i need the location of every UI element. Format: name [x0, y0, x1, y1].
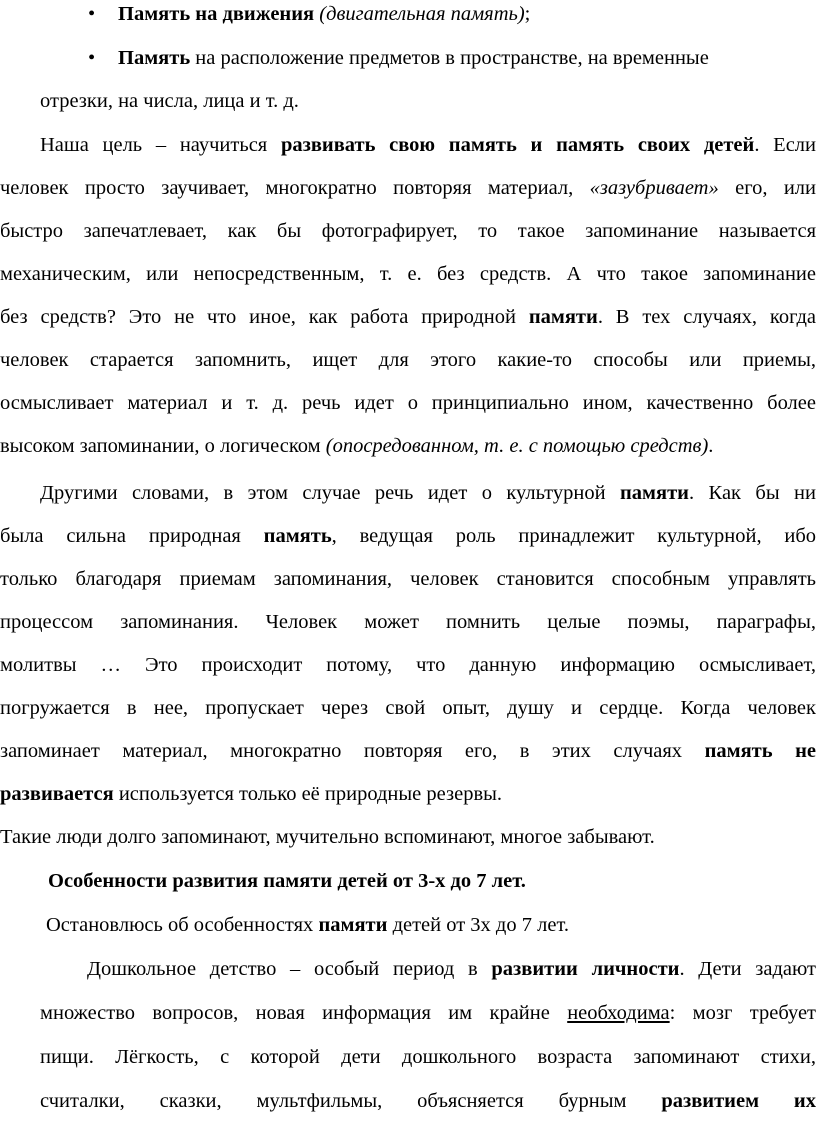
p5-line-2: множество вопросов, новая информация им крайне необходима: мозг требует	[40, 1002, 816, 1024]
bold-text: Память	[118, 47, 191, 69]
bold-text: Память на движения	[118, 3, 315, 25]
p1-line-8: высоком запоминании, о логическом (опосредованном, т. е. с помощью средств).	[0, 435, 714, 457]
p3-line: Такие люди долго запоминают, мучительно вспоминают, многое забывают.	[0, 826, 655, 848]
p2-line-4: процессом запоминания. Человек может помнить целые поэмы, параграфы,	[0, 611, 816, 633]
bullet-item-2-continuation: отрезки, на числа, лица и т. д.	[40, 90, 299, 112]
p5-line-1: Дошкольное детство – особый период в развитии личности. Дети задают	[87, 958, 816, 980]
italic-text: (двигательная память)	[314, 3, 525, 25]
p2-line-1: Другими словами, в этом случае речь идет о культурной памяти. Как бы ни	[40, 482, 816, 504]
p5-line-4: считалки, сказки, мультфильмы, объясняется бурным развитием их	[40, 1090, 816, 1112]
p1-line-4: механическим, или непосредственным, т. е. без средств. А что такое запоминание	[0, 263, 816, 285]
p1-line-6: человек старается запомнить, ищет для этого какие-то способы или приемы,	[0, 349, 816, 371]
p4-line: Остановлюсь об особенностях памяти детей от 3х до 7 лет.	[46, 914, 569, 936]
p2-line-7: запоминает материал, многократно повторяя его, в этих случаях память не	[0, 740, 816, 762]
p1-line-1: Наша цель – научиться развивать свою память и память своих детей. Если	[40, 134, 816, 156]
p1-line-3: быстро запечатлевает, как бы фотографирует, то такое запоминание называется	[0, 220, 816, 242]
p2-line-2: была сильна природная память, ведущая роль принадлежит культурной, ибо	[0, 525, 816, 547]
p1-line-7: осмысливает материал и т. д. речь идет о принципиально ином, качественно более	[0, 392, 816, 414]
p2-line-3: только благодаря приемам запоминания, человек становится способным управлять	[0, 568, 816, 590]
p1-line-2: человек просто заучивает, многократно повторяя материал, «зазубривает» его, или	[0, 177, 816, 199]
text: на расположение предметов в пространстве, на временные	[190, 47, 709, 69]
section-heading: Особенности развития памяти детей от 3-х до 7 лет.	[48, 870, 526, 892]
p2-line-6: погружается в нее, пропускает через свой опыт, душу и сердце. Когда человек	[0, 697, 816, 719]
bullet-marker: •	[88, 3, 96, 25]
p2-line-8: развивается используется только её природные резервы.	[0, 783, 503, 805]
p1-line-5: без средств? Это не что иное, как работа природной памяти. В тех случаях, когда	[0, 306, 816, 328]
bullet-marker: •	[88, 47, 96, 69]
p5-line-3: пищи. Лёгкость, с которой дети дошкольного возраста запоминают стихи,	[40, 1046, 816, 1068]
text: ;	[524, 3, 531, 25]
p2-line-5: молитвы … Это происходит потому, что данную информацию осмысливает,	[0, 654, 816, 676]
